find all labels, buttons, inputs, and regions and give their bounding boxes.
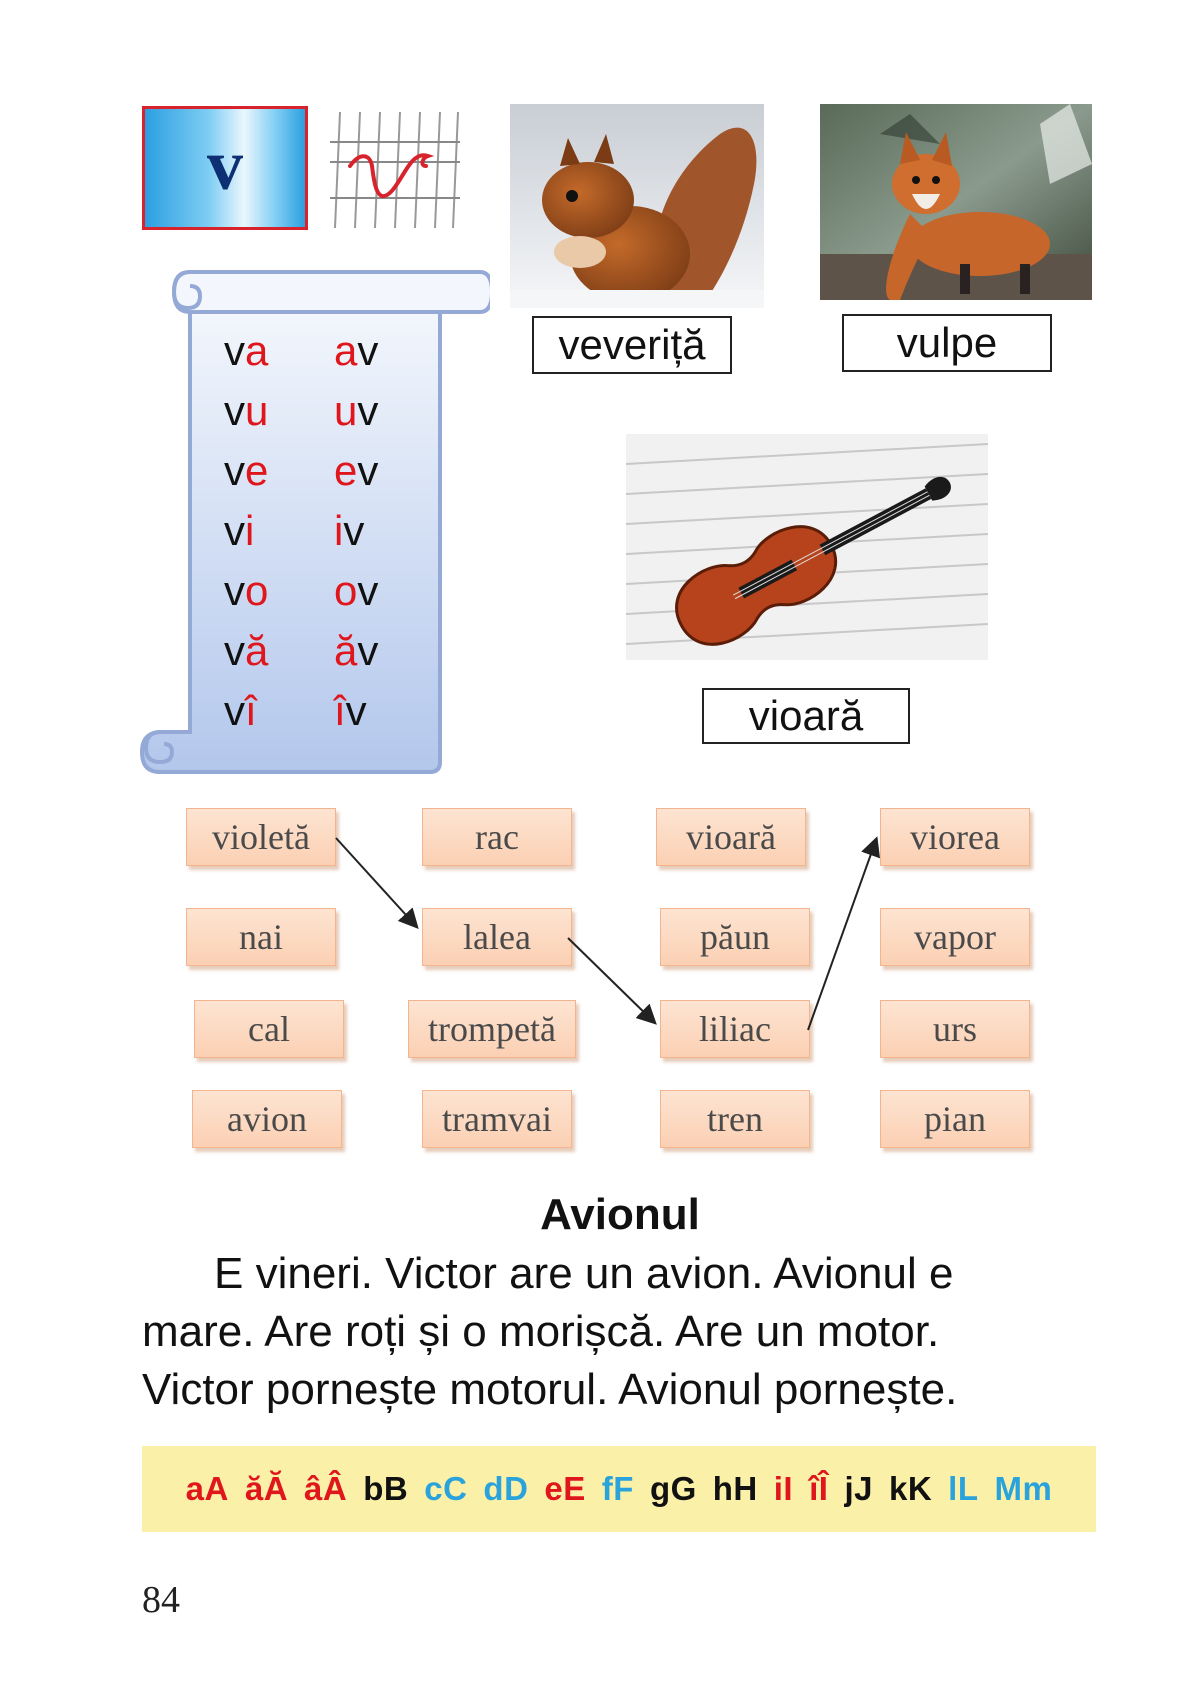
- syllable-vowel: î: [334, 687, 346, 734]
- syllable-consonant: v: [343, 507, 365, 554]
- letter-print: v: [207, 125, 243, 205]
- syllable-consonant: v: [224, 447, 245, 494]
- fox-photo: [820, 104, 1092, 300]
- syllable-consonant: v: [357, 627, 379, 674]
- squirrel-label: [532, 316, 732, 374]
- syllable-vc: [334, 687, 367, 734]
- word-tile: rac: [422, 808, 572, 866]
- alphabet-letter-pair: eE: [544, 1470, 586, 1507]
- word-tile: trompetă: [408, 1000, 576, 1058]
- syllable-vowel: i: [245, 507, 255, 554]
- syllable-vc: [334, 567, 379, 614]
- syllable-consonant: v: [357, 447, 379, 494]
- alphabet-letter-pair: hH: [712, 1470, 758, 1507]
- word-tile: vioară: [656, 808, 806, 866]
- syllable-vowel: e: [245, 447, 269, 494]
- syllable-vowel: o: [334, 567, 358, 614]
- fox-label: [842, 314, 1052, 372]
- word-tile: tren: [660, 1090, 810, 1148]
- syllable-vowel: ă: [334, 627, 358, 674]
- word-tile: avion: [192, 1090, 342, 1148]
- alphabet-letter-pair: gG: [649, 1470, 697, 1507]
- word-tile: pian: [880, 1090, 1030, 1148]
- alphabet-letter-pair: âÂ: [304, 1470, 348, 1507]
- word-tile: nai: [186, 908, 336, 966]
- alphabet-letter-pair: jJ: [844, 1470, 873, 1507]
- syllable-vowel: o: [245, 567, 269, 614]
- word-tile: vapor: [880, 908, 1030, 966]
- story-line-2: mare. Are roți și o morișcă. Are un motor.: [142, 1307, 940, 1356]
- page-number: 84: [142, 1579, 180, 1621]
- syllable-vowel: î: [245, 687, 257, 734]
- syllable-vc: [334, 507, 365, 554]
- syllable-vowel: a: [334, 327, 358, 374]
- syllable-cv: [224, 687, 257, 734]
- letter-card-print: [142, 106, 308, 230]
- syllable-consonant: v: [224, 387, 245, 434]
- alphabet-letter-pair: îÎ: [809, 1470, 829, 1507]
- syllable-vowel: ă: [245, 627, 269, 674]
- syllable-vowel: i: [334, 507, 344, 554]
- syllable-consonant: v: [224, 567, 245, 614]
- alphabet-letter-pair: aA: [185, 1470, 229, 1507]
- word-tile: cal: [194, 1000, 344, 1058]
- word-tile: lalea: [422, 908, 572, 966]
- syllable-cv: [224, 387, 269, 434]
- syllable-cv: [224, 327, 269, 374]
- syllable-vc: [334, 387, 379, 434]
- alphabet-letter-pair: lL: [948, 1470, 979, 1507]
- syllable-consonant: v: [357, 387, 379, 434]
- story-line-3: Victor pornește motorul. Avionul pornește.: [142, 1365, 958, 1414]
- violin-label: [702, 688, 910, 744]
- arrow-violeta-lalea: [336, 838, 416, 926]
- story-title: Avionul: [540, 1190, 700, 1239]
- alphabet-letter-pair: Mm: [994, 1470, 1053, 1507]
- story-line-1: E vineri. Victor are un avion. Avionul e: [214, 1249, 954, 1298]
- word-tile: păun: [660, 908, 810, 966]
- syllable-cv: [224, 507, 255, 554]
- cursive-letter-icon: [330, 104, 460, 232]
- alphabet-letter-pair: iI: [773, 1470, 794, 1507]
- alphabet-letter-pair: kK: [888, 1470, 933, 1507]
- arrow-lalea-liliac: [568, 938, 654, 1022]
- syllable-vowel: a: [245, 327, 269, 374]
- syllable-consonant: v: [224, 627, 245, 674]
- syllable-vc: [334, 627, 379, 674]
- fox-label-text: vulpe: [896, 319, 998, 366]
- violin-photo: [626, 434, 988, 660]
- alphabet-strip: [142, 1446, 1096, 1532]
- alphabet-letter-pair: bB: [363, 1470, 409, 1507]
- squirrel-label-text: veveriță: [558, 321, 706, 368]
- syllable-consonant: v: [357, 327, 379, 374]
- word-tile: violetă: [186, 808, 336, 866]
- syllable-consonant: v: [224, 507, 245, 554]
- syllable-cv: [224, 567, 269, 614]
- alphabet-letter-pair: fF: [601, 1470, 634, 1507]
- syllable-vc: [334, 327, 379, 374]
- alphabet-letter-pair: dD: [483, 1470, 529, 1507]
- syllable-scroll: [140, 262, 490, 774]
- syllable-vowel: u: [245, 387, 269, 434]
- syllable-vowel: e: [334, 447, 358, 494]
- word-tile: urs: [880, 1000, 1030, 1058]
- syllable-vc: [334, 447, 379, 494]
- arrow-liliac-viorea: [808, 840, 876, 1030]
- syllable-consonant: v: [224, 687, 245, 734]
- word-tile: liliac: [660, 1000, 810, 1058]
- syllable-consonant: v: [345, 687, 367, 734]
- violin-label-text: vioară: [748, 692, 864, 739]
- syllable-consonant: v: [357, 567, 379, 614]
- syllable-cv: [224, 447, 269, 494]
- squirrel-photo: [510, 104, 764, 308]
- syllable-consonant: v: [224, 327, 245, 374]
- alphabet-letter-pair: ăĂ: [244, 1470, 289, 1507]
- word-tile: viorea: [880, 808, 1030, 866]
- word-tile: tramvai: [422, 1090, 572, 1148]
- syllable-cv: [224, 627, 269, 674]
- syllable-vowel: u: [334, 387, 358, 434]
- alphabet-letter-pair: cC: [424, 1470, 468, 1507]
